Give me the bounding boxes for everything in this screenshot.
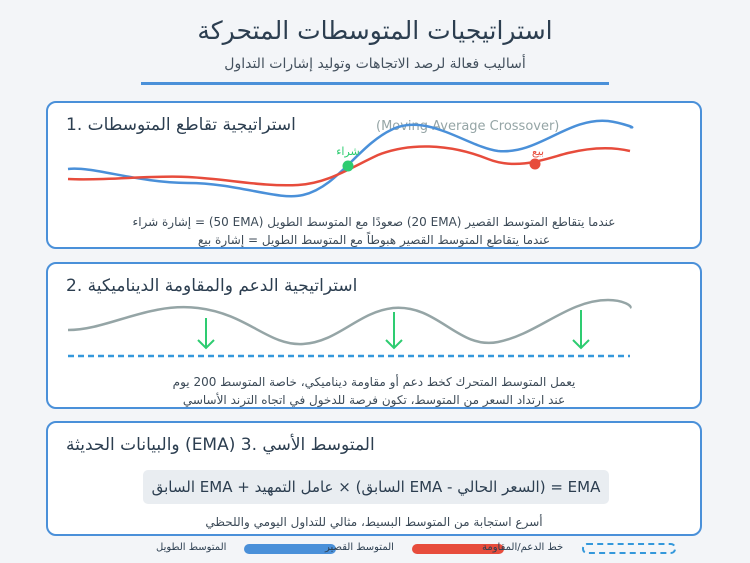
support-desc-2: عند ارتداد السعر من المتوسط، تكون فرصة للدخول في اتجاه الترند الأساسي <box>182 393 566 407</box>
support-desc-1: يعمل المتوسط المتحرك كخط دعم أو مقاومة ديناميكي، خاصة المتوسط 200 يوم <box>172 375 576 389</box>
crossover-desc-2: عندما يتقاطع المتوسط القصير هبوطاً مع المتوسط الطويل = إشارة بيع <box>197 233 551 247</box>
page-subtitle: أساليب فعالة لرصد الاتجاهات وتوليد إشارات التداول <box>224 56 526 72</box>
ema-desc: أسرع استجابة من المتوسط البسيط، مثالي للتداول اليومي واللحظي <box>205 515 543 529</box>
legend-support-swatch <box>582 543 676 554</box>
ema-card <box>46 421 702 536</box>
sell-signal-marker <box>530 159 541 170</box>
bounce-arrow <box>573 310 589 348</box>
legend-long-ma-swatch <box>244 544 336 554</box>
sell-label: بيع <box>531 145 545 158</box>
legend-short-ma-label: المتوسط القصير <box>325 542 394 553</box>
support-title: استراتيجية الدعم والمقاومة الديناميكية .2 <box>66 276 358 296</box>
bounce-arrow <box>386 312 402 348</box>
crossover-subtitle: (Moving Average Crossover) <box>376 119 560 134</box>
page-title: استراتيجيات المتوسطات المتحركة <box>197 16 553 45</box>
support-resistance-card <box>46 262 702 409</box>
crossover-desc-1: إشارة شراء = (50 EMA) صعودًا مع المتوسط الطويل (20 EMA) عندما يتقاطع المتوسط القصير <box>132 215 616 229</box>
buy-signal-marker <box>343 161 354 172</box>
crossover-title: استراتيجية تقاطع المتوسطات .1 <box>66 115 296 135</box>
ema-formula: السابق EMA + عامل التمهيد × (السابق EMA - السعر الحالي) = EMA <box>143 470 609 504</box>
legend-long-ma-label: المتوسط الطويل <box>156 542 227 553</box>
ema-title: والبيانات الحديثة (EMA) المتوسط الأسي .3 <box>66 435 375 455</box>
price-line <box>68 300 631 344</box>
title-underline <box>141 82 609 85</box>
crossover-strategy-card <box>46 101 702 249</box>
buy-label: شراء <box>336 145 360 158</box>
legend-support-label: خط الدعم/المقاومة <box>482 542 564 553</box>
bounce-arrow <box>198 318 214 348</box>
legend <box>0 541 750 557</box>
